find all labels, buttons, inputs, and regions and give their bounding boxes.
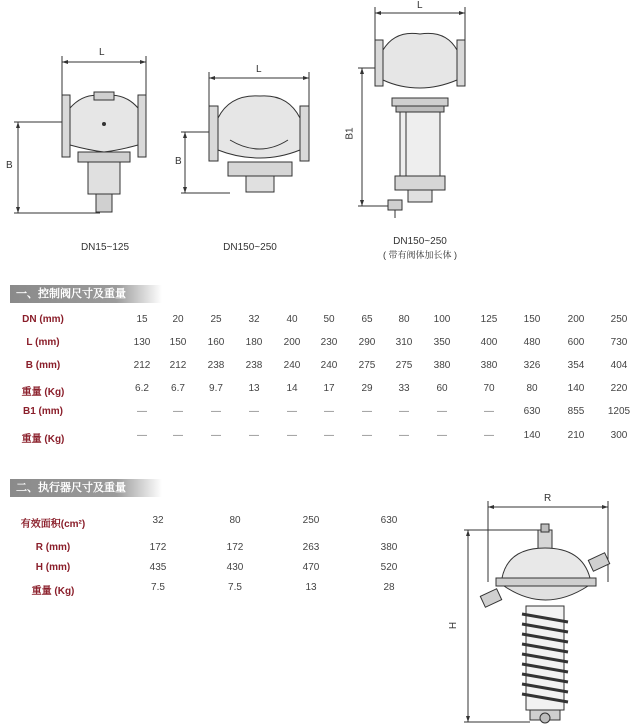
row-label: 重量 (Kg) [21, 434, 65, 445]
table-cell: 400 [480, 337, 498, 348]
table-cell: 14 [286, 383, 298, 394]
table-cell: 33 [398, 383, 410, 394]
table-cell: — [211, 406, 221, 417]
table-cell: 20 [172, 314, 184, 325]
figure-actuator [440, 490, 640, 726]
table-cell: 200 [283, 337, 301, 348]
table-cell: 13 [248, 383, 260, 394]
valve-drawing-2 [170, 0, 340, 260]
table-cell: 80 [229, 515, 241, 526]
valve-spec-table [0, 305, 643, 450]
table-cell: — [362, 406, 372, 417]
table-cell: 9.7 [209, 383, 223, 394]
table-cell: 238 [245, 360, 263, 371]
figure-valve-dn150-250-extended [340, 0, 500, 270]
table-cell: 380 [433, 360, 451, 371]
table-cell: 80 [398, 314, 410, 325]
table-cell: 730 [610, 337, 628, 348]
table-cell: 28 [383, 582, 395, 593]
row-label: DN (mm) [22, 314, 64, 325]
table-cell: 80 [526, 383, 538, 394]
row-label: L (mm) [26, 337, 60, 348]
table-cell: 480 [523, 337, 541, 348]
table-cell: 240 [283, 360, 301, 371]
table-cell: 230 [320, 337, 338, 348]
table-cell: 60 [436, 383, 448, 394]
table-cell: — [484, 406, 494, 417]
table-cell: 250 [302, 515, 320, 526]
table-cell: — [484, 430, 494, 441]
table-cell: 32 [248, 314, 260, 325]
valve-drawing-3 [340, 0, 500, 270]
table-cell: 140 [523, 430, 541, 441]
table-cell: 125 [480, 314, 498, 325]
table-cell: 855 [567, 406, 585, 417]
table-cell: 210 [567, 430, 585, 441]
table-cell: — [437, 430, 447, 441]
dim-label-b: B [175, 156, 182, 167]
row-label: H (mm) [35, 562, 71, 573]
table-cell: 200 [567, 314, 585, 325]
table-cell: 150 [523, 314, 541, 325]
table-cell: 29 [361, 383, 373, 394]
row-label: B (mm) [25, 360, 61, 371]
table-cell: 520 [380, 562, 398, 573]
table-cell: 275 [395, 360, 413, 371]
table-cell: 13 [305, 582, 317, 593]
table-cell: 300 [610, 430, 628, 441]
table-cell: 220 [610, 383, 628, 394]
table-cell: 212 [133, 360, 151, 371]
table-cell: 326 [523, 360, 541, 371]
table-cell: 350 [433, 337, 451, 348]
table-cell: 430 [226, 562, 244, 573]
table-cell: 100 [433, 314, 451, 325]
table-cell: 404 [610, 360, 628, 371]
dim-label-l: L [417, 0, 423, 11]
table-cell: 290 [358, 337, 376, 348]
table-cell: — [137, 406, 147, 417]
actuator-drawing [440, 490, 640, 726]
section1-title: 一、控制阀尺寸及重量 [10, 285, 162, 303]
table-cell: — [173, 406, 183, 417]
table-cell: 630 [380, 515, 398, 526]
table-cell: 310 [395, 337, 413, 348]
table-cell: 380 [380, 542, 398, 553]
table-cell: 15 [136, 314, 148, 325]
table-cell: — [211, 430, 221, 441]
table-cell: 6.2 [135, 383, 149, 394]
figure-caption-note: ( 带有阀体加长体 ) [383, 250, 457, 260]
row-label: R (mm) [35, 542, 71, 553]
table-cell: 50 [323, 314, 335, 325]
table-cell: 70 [483, 383, 495, 394]
dim-label-h: H [448, 621, 460, 630]
table-cell: — [324, 430, 334, 441]
table-cell: 240 [320, 360, 338, 371]
dim-label-r: R [544, 493, 552, 504]
row-label: B1 (mm) [22, 406, 63, 417]
table-cell: 212 [169, 360, 187, 371]
table-cell: 150 [169, 337, 187, 348]
table-cell: 275 [358, 360, 376, 371]
dim-label-l: L [256, 64, 262, 75]
table-cell: 40 [286, 314, 298, 325]
table-cell: — [399, 406, 409, 417]
table-cell: 600 [567, 337, 585, 348]
table-cell: 140 [567, 383, 585, 394]
figure-caption: DN150~250 [223, 242, 277, 253]
figure-valve-dn15-125 [0, 0, 180, 260]
table-cell: 250 [610, 314, 628, 325]
table-cell: — [437, 406, 447, 417]
table-cell: 354 [567, 360, 585, 371]
table-cell: 25 [210, 314, 222, 325]
section2-title: 二、执行器尺寸及重量 [10, 479, 162, 497]
dim-label-b1: B1 [344, 127, 356, 140]
figure-caption: DN150~250 [393, 236, 447, 247]
table-cell: 17 [323, 383, 335, 394]
figure-caption: DN15~125 [80, 242, 130, 253]
table-cell: — [362, 430, 372, 441]
table-cell: 172 [149, 542, 167, 553]
actuator-spec-table [0, 505, 430, 605]
dim-label-l: L [99, 47, 105, 58]
table-cell: 380 [480, 360, 498, 371]
table-cell: 630 [523, 406, 541, 417]
table-cell: 470 [302, 562, 320, 573]
table-cell: 7.5 [151, 582, 165, 593]
table-cell: 65 [361, 314, 373, 325]
table-cell: — [137, 430, 147, 441]
table-cell: 238 [207, 360, 225, 371]
table-cell: 1205 [607, 406, 631, 417]
table-cell: 263 [302, 542, 320, 553]
row-label: 重量 (Kg) [31, 586, 75, 597]
table-cell: — [173, 430, 183, 441]
row-label: 有效面积(cm²) [20, 519, 86, 530]
table-cell: — [324, 406, 334, 417]
table-cell: 172 [226, 542, 244, 553]
table-cell: 6.7 [171, 383, 185, 394]
table-cell: — [287, 430, 297, 441]
dim-label-b: B [6, 160, 13, 171]
table-cell: — [287, 406, 297, 417]
table-cell: 130 [133, 337, 151, 348]
row-label: 重量 (Kg) [21, 387, 65, 398]
table-cell: — [399, 430, 409, 441]
table-cell: — [249, 406, 259, 417]
table-cell: 7.5 [228, 582, 242, 593]
table-cell: 435 [149, 562, 167, 573]
table-cell: — [249, 430, 259, 441]
table-cell: 180 [245, 337, 263, 348]
table-cell: 160 [207, 337, 225, 348]
table-cell: 32 [152, 515, 164, 526]
valve-drawing-1 [0, 0, 180, 260]
figure-valve-dn150-250 [170, 0, 340, 260]
